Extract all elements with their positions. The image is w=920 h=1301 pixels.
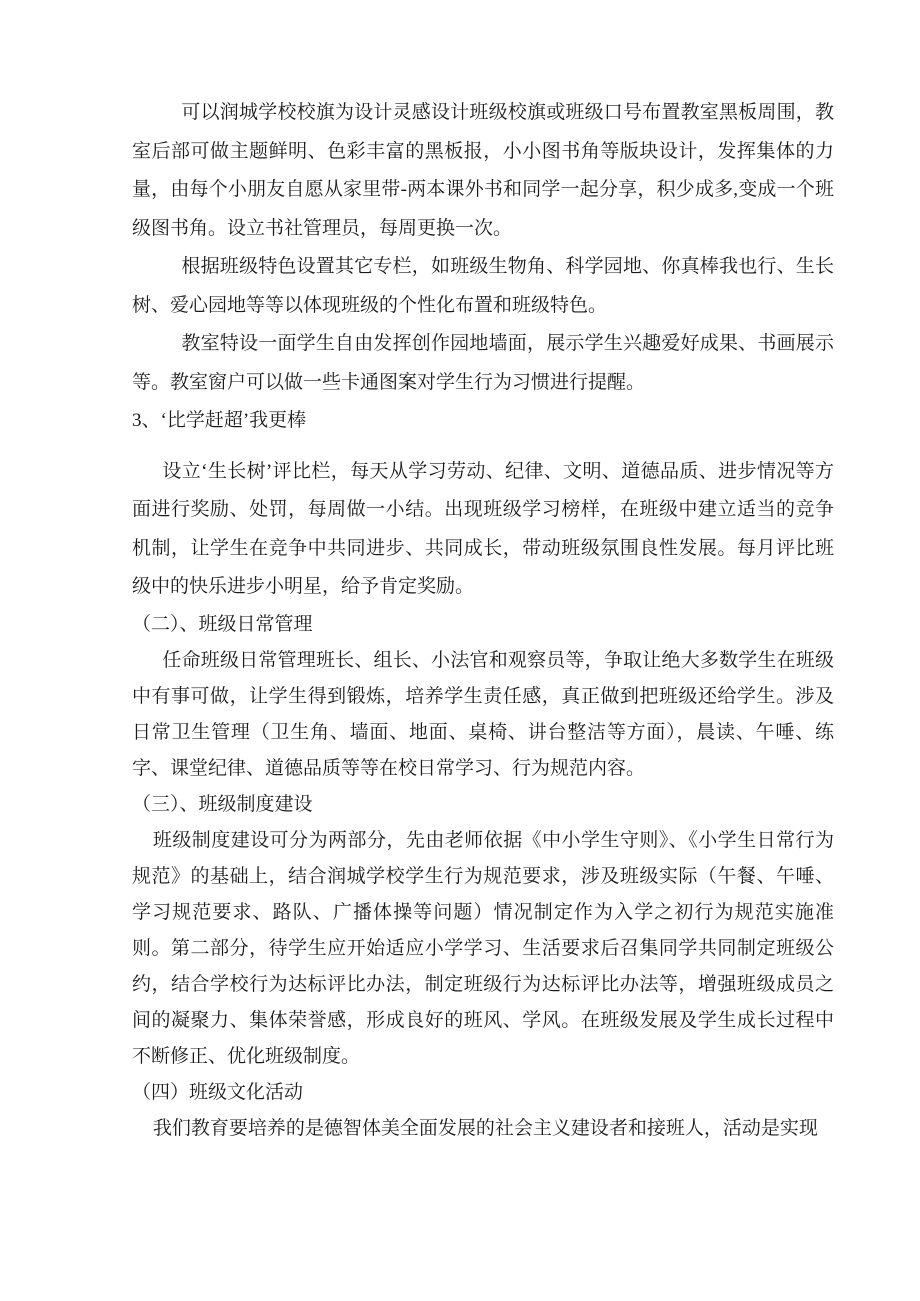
- paragraph-special-columns: 根据班级特色设置其它专栏，如班级生物角、科学园地、你真棒我也行、生长树、爱心园地等等以体现班级的个性化布置和班级特色。: [132, 256, 834, 316]
- paragraph-daily-management: 任命班级日常管理班长、组长、小法官和观察员等，争取让绝大多数学生在班级中有事可做，让学生得到锻炼，培养学生责任感，真正做到把班级还给学生。涉及日常卫生管理（卫生角、墙面、地面、桌椅、讲台整洁等方面），晨读、午唾、练字、课堂纪律、道德品质等等在校日常学习、行为规范内容。: [132, 649, 834, 779]
- paragraph-classroom-decoration: 可以润城学校校旗为设计灵感设计班级校旗或班级口号布置教室黑板周围，教室后部可做主题鲜明、色彩丰富的黑板报，小小图书角等版块设计，发挥集体的力量，由每个小朋友自愿从家里带-两本课外书和同学一起分享，积少成多,变成一个班级图书角。设立书社管理员，每周更换一次。: [132, 102, 834, 239]
- paragraph-creation-wall: 教室特设一面学生自由发挥创作园地墙面，展示学生兴趣爱好成果、书画展示等。教室窗户可以做一些卡通图案对学生行为习惯进行提醒。: [132, 333, 834, 393]
- heading-3-system-building: （三）、班级制度建设: [132, 793, 313, 815]
- heading-3-bixueganchao: 3、‘比学赶超’我更棒: [132, 410, 307, 431]
- paragraph-growth-tree-rating: 设立‘生长树’评比栏，每天从学习劳动、纪律、文明、道德品质、进步情况等方面进行奖励、处罚，每周做一小结。出现班级学习榜样，在班级中建立适当的竞争机制，让学生在竞争中共同进步、共同成长，带动班级氛围良性发展。每月评比班级中的快乐进步小明星，给予肯定奖励。: [132, 460, 834, 597]
- heading-2-daily-management: （二）、班级日常管理: [132, 613, 313, 635]
- paragraph-culture-activities: 我们教育要培养的是德智体美全面发展的社会主义建设者和接班人，活动是实现: [152, 1117, 818, 1139]
- heading-4-culture-activities: （四）班级文化活动: [132, 1081, 304, 1103]
- paragraph-system-building: 班级制度建设可分为两部分，先由老师依据《中小学生守则》、《小学生日常行为规范》的基础上，结合润城学校学生行为规范要求，涉及班级实际（午餐、午唾、学习规范要求、路队、广播体操等问题）情况制定作为入学之初行为规范实施准则。第二部分，待学生应开始适应小学学习、生活要求后召集同学共同制定班级公约，结合学校行为达标评比办法，制定班级行为达标评比办法等，增强班级成员之间的凝聚力、集体荣誉感，形成良好的班风、学风。在班级发展及学生成长过程中不断修正、优化班级制度。: [132, 829, 834, 1067]
- document-content: [132, 94, 834, 1147]
